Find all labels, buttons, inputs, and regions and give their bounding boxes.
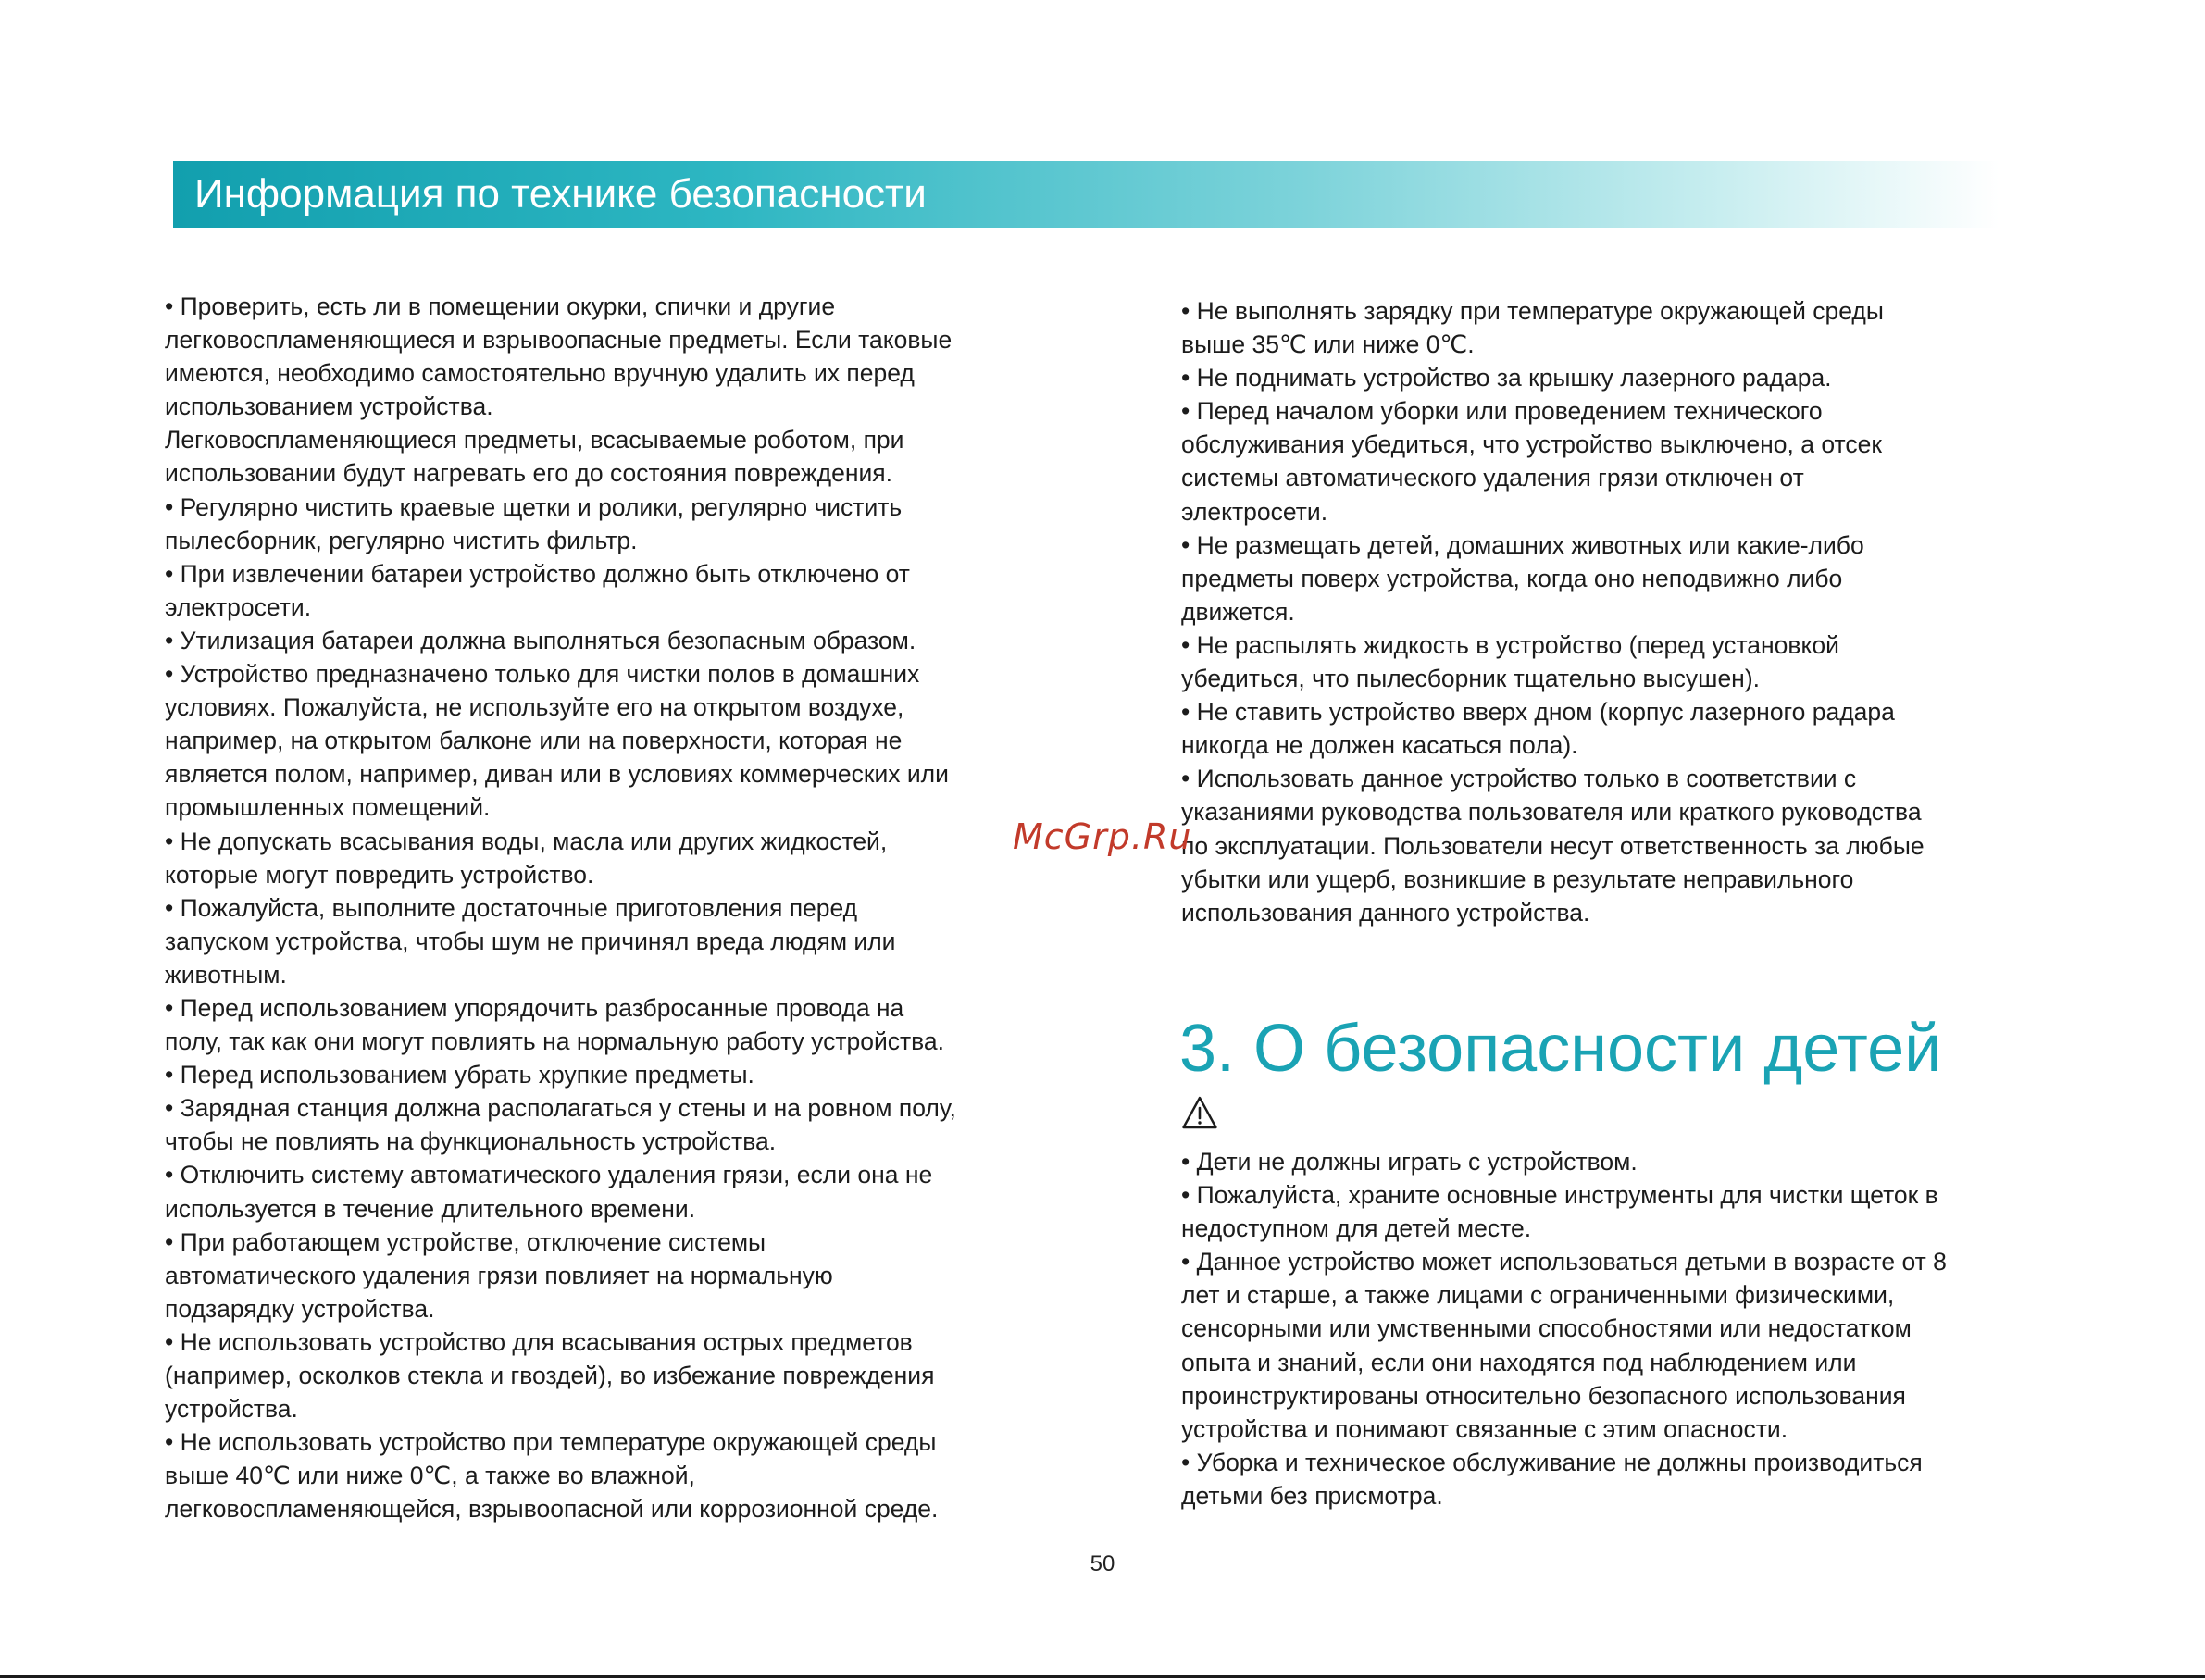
text-line: • Дети не должны играть с устройством.	[1181, 1148, 1638, 1176]
text-line: использования данного устройства.	[1181, 898, 1590, 927]
text-line: выше 35℃ или ниже 0℃.	[1181, 330, 1475, 359]
text-line: использовании будут нагревать его до состояния повреждения.	[165, 459, 892, 488]
text-line: электросети.	[165, 592, 312, 621]
text-line: • Пожалуйста, выполните достаточные приготовления перед	[165, 893, 858, 922]
text-line: • Не допускать всасывания воды, масла или других жидкостей,	[165, 827, 888, 855]
text-line: убытки или ущерб, возникшие в результате неправильного	[1181, 865, 1854, 893]
warning-triangle-icon	[1181, 1095, 1218, 1130]
left-text-column	[165, 290, 1053, 1525]
text-line: • Не поднимать устройство за крышку лазерного радара.	[1181, 364, 1832, 392]
text-line: никогда не должен касаться пола).	[1181, 731, 1578, 760]
text-line: • Пожалуйста, храните основные инструменты для чистки щеток в	[1181, 1181, 1938, 1210]
text-line: • Не использовать устройство при температуре окружающей среды	[165, 1428, 937, 1457]
text-line: • Данное устройство может использоваться детьми в возрасте от 8	[1181, 1248, 1947, 1276]
text-line: обслуживания убедиться, что устройство выключено, а отсек	[1181, 430, 1882, 459]
text-line: опыта и знаний, если они находятся под наблюдением или	[1181, 1348, 1857, 1376]
text-line: • Перед началом уборки или проведением технического	[1181, 397, 1823, 426]
text-line: системы автоматического удаления грязи отключен от	[1181, 464, 1804, 492]
text-line: автоматического удаления грязи повлияет на нормальную	[165, 1261, 833, 1289]
text-line: используется в течение длительного времени.	[165, 1194, 696, 1223]
watermark: McGrp.Ru	[1013, 816, 1192, 857]
text-line: • При работающем устройстве, отключение системы	[165, 1227, 766, 1256]
text-line: • Не использовать устройство для всасывания острых предметов	[165, 1327, 913, 1356]
text-line: • Не распылять жидкость в устройство (перед установкой	[1181, 630, 1839, 659]
text-line: • Утилизация батареи должна выполняться безопасным образом.	[165, 626, 916, 654]
text-line: • Не размещать детей, домашних животных или какие-либо	[1181, 530, 1864, 559]
text-line: чтобы не повлиять на функциональность устройства.	[165, 1127, 777, 1156]
text-line: имеются, необходимо самостоятельно вручную удалить их перед	[165, 359, 915, 388]
text-line: выше 40℃ или ниже 0℃, а также во влажной,	[165, 1462, 695, 1490]
text-line: • Не выполнять зарядку при температуре окружающей среды	[1181, 297, 1884, 325]
text-line: пылесборник, регулярно чистить фильтр.	[165, 526, 638, 554]
text-line: подзарядку устройства.	[165, 1294, 435, 1323]
text-line: • Регулярно чистить краевые щетки и ролики, регулярно чистить	[165, 492, 903, 521]
text-line: которые могут повредить устройство.	[165, 860, 594, 889]
text-line: Легковоспламеняющиеся предметы, всасываемые роботом, при	[165, 426, 904, 454]
text-line: • Устройство предназначено только для чистки полов в домашних	[165, 660, 920, 689]
right-text-column-top	[1181, 294, 2051, 929]
text-line: недоступном для детей месте.	[1181, 1214, 1532, 1243]
text-line: проинструктированы относительно безопасного использования	[1181, 1381, 1906, 1410]
text-line: движется.	[1181, 597, 1295, 626]
text-line: по эксплуатации. Пользователи несут ответственность за любые	[1181, 831, 1925, 860]
section-header-band	[173, 161, 1999, 228]
text-line: легковоспламеняющиеся и взрывоопасные предметы. Если таковые	[165, 326, 953, 355]
text-line: полу, так как они могут повлиять на нормальную работу устройства.	[165, 1027, 945, 1056]
bottom-divider	[0, 1675, 2205, 1678]
text-line: • Не ставить устройство вверх дном (корпус лазерного радара	[1181, 698, 1895, 727]
text-line: устройства и понимают связанные с этим опасности.	[1181, 1414, 1788, 1443]
text-line: устройства.	[165, 1395, 298, 1424]
text-line: запуском устройства, чтобы шум не причинял вреда людям или	[165, 927, 896, 955]
text-line: например, на открытом балконе или на поверхности, которая не	[165, 727, 903, 755]
text-line: • Проверить, есть ли в помещении окурки, спички и другие	[165, 292, 836, 320]
text-line: предметы поверх устройства, когда оно неподвижно либо	[1181, 564, 1843, 592]
text-line: электросети.	[1181, 497, 1328, 526]
text-line: является полом, например, диван или в условиях коммерческих или	[165, 760, 949, 789]
page-number: 50	[1090, 1551, 1115, 1576]
text-line: легковоспламеняющейся, взрывоопасной или коррозионной среде.	[165, 1495, 939, 1524]
text-line: лет и старше, а также лицами с ограниченными физическими,	[1181, 1281, 1895, 1310]
text-line: сенсорными или умственными способностями или недостатком	[1181, 1314, 1912, 1343]
children-safety-text	[1181, 1145, 2051, 1512]
text-line: условиях. Пожалуйста, не используйте его на открытом воздухе,	[165, 693, 904, 722]
text-line: использованием устройства.	[165, 392, 493, 421]
text-line: • Использовать данное устройство только в соответствии с	[1181, 765, 1857, 793]
section-heading: 3. О безопасности детей	[1179, 1012, 1942, 1086]
text-line: • Перед использованием убрать хрупкие предметы.	[165, 1061, 754, 1089]
text-line: детьми без присмотра.	[1181, 1481, 1443, 1510]
text-line: указаниями руководства пользователя или краткого руководства	[1181, 798, 1922, 827]
text-line: • Зарядная станция должна располагаться у стены и на ровном полу,	[165, 1094, 956, 1123]
text-line: • Перед использованием упорядочить разбросанные провода на	[165, 993, 904, 1022]
text-line: • Уборка и техническое обслуживание не должны производиться	[1181, 1448, 1923, 1476]
text-line: убедиться, что пылесборник тщательно высушен).	[1181, 665, 1761, 693]
page-title: Информация по технике безопасности	[194, 171, 927, 217]
text-line: промышленных помещений.	[165, 793, 491, 822]
text-line: (например, осколков стекла и гвоздей), во избежание повреждения	[165, 1362, 935, 1389]
text-line: • Отключить систему автоматического удаления грязи, если она не	[165, 1161, 933, 1189]
text-line: животным.	[165, 960, 287, 989]
text-line: • При извлечении батареи устройство должно быть отключено от	[165, 559, 910, 588]
